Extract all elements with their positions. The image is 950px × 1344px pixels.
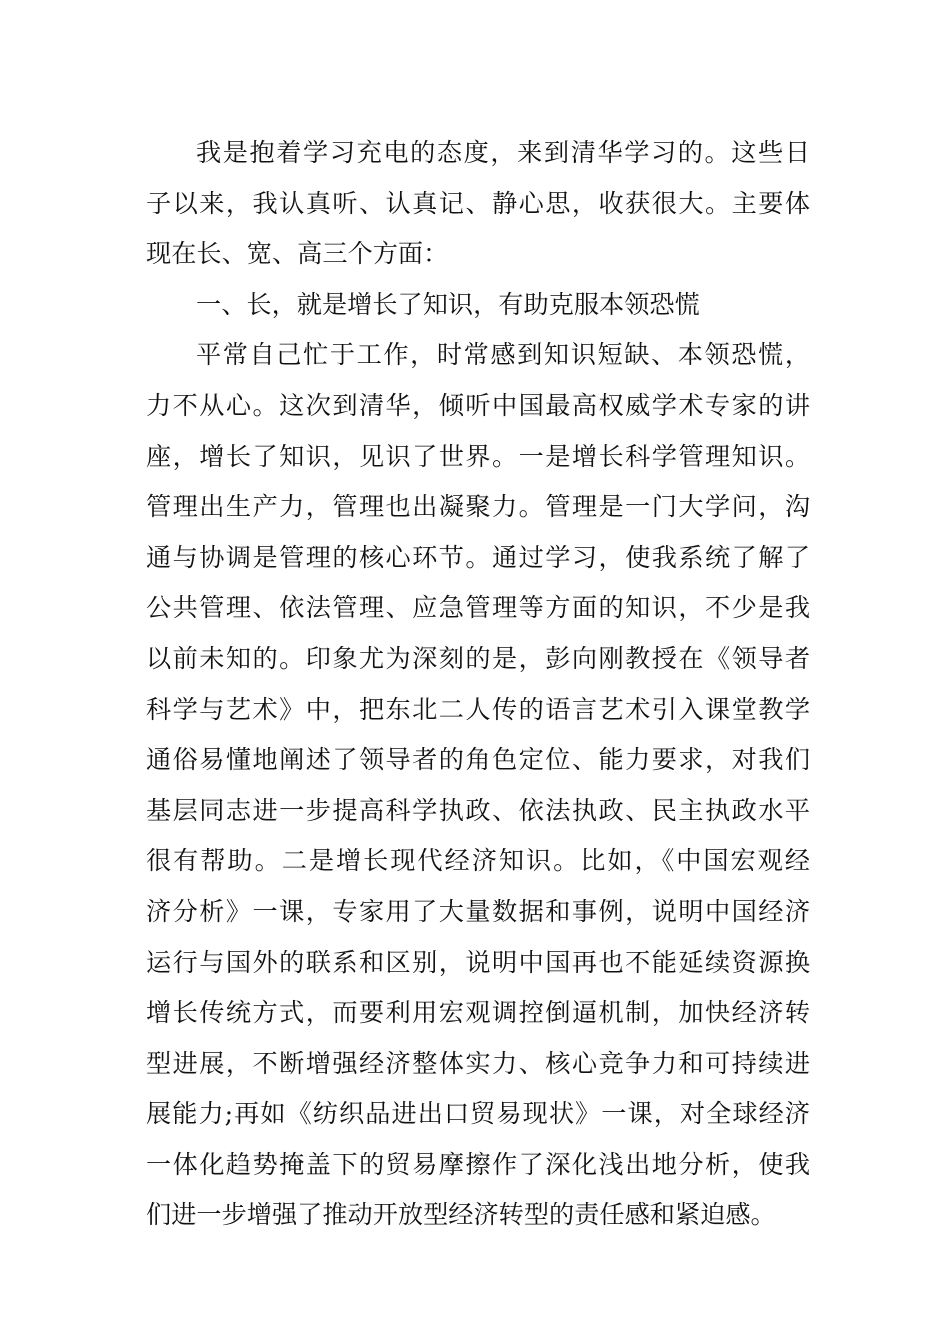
paragraph-2-line-14: 增长传统方式，而要利用宏观调控倒逼机制，加快经济转 (146, 998, 810, 1028)
section-heading-1: 一、长，就是增长了知识，有助克服本领恐慌 (196, 289, 700, 319)
paragraph-2-line-5: 通与协调是管理的核心环节。通过学习，使我系统了解了 (146, 542, 810, 572)
paragraph-2-line-6: 公共管理、依法管理、应急管理等方面的知识，不少是我 (146, 593, 810, 623)
paragraph-1-line-3: 现在长、宽、高三个方面： (146, 239, 449, 269)
paragraph-2-line-4: 管理出生产力，管理也出凝聚力。管理是一门大学问，沟 (146, 492, 810, 522)
paragraph-2-line-16: 展能力;再如《纺织品进出口贸易现状》一课，对全球经济 (146, 1099, 810, 1129)
paragraph-2-line-2: 力不从心。这次到清华，倾听中国最高权威学术专家的讲 (146, 390, 810, 420)
paragraph-2-line-15: 型进展，不断增强经济整体实力、核心竞争力和可持续进 (146, 1048, 810, 1078)
paragraph-2-line-7: 以前未知的。印象尤为深刻的是，彭向刚教授在《领导者 (146, 643, 810, 673)
paragraph-2-line-9: 通俗易懂地阐述了领导者的角色定位、能力要求，对我们 (146, 745, 810, 775)
paragraph-1-line-1: 我是抱着学习充电的态度，来到清华学习的。这些日 (196, 138, 810, 167)
paragraph-2-line-18: 们进一步增强了推动开放型经济转型的责任感和紧迫感。 (146, 1200, 776, 1230)
paragraph-2-line-12: 济分析》一课，专家用了大量数据和事例，说明中国经济 (146, 896, 810, 926)
paragraph-2-line-13: 运行与国外的联系和区别，说明中国再也不能延续资源换 (146, 947, 810, 977)
paragraph-2-line-3: 座，增长了知识，见识了世界。一是增长科学管理知识。 (146, 441, 810, 471)
body-text (146, 128, 810, 1241)
paragraph-1-line-2: 子以来，我认真听、认真记、静心思，收获很大。主要体 (146, 188, 810, 218)
paragraph-2-line-17: 一体化趋势掩盖下的贸易摩擦作了深化浅出地分析，使我 (146, 1149, 810, 1179)
paragraph-2-line-10: 基层同志进一步提高科学执政、依法执政、民主执政水平 (146, 795, 810, 825)
paragraph-2-line-8: 科学与艺术》中，把东北二人传的语言艺术引入课堂教学 (146, 694, 810, 724)
paragraph-2-line-1: 平常自己忙于工作，时常感到知识短缺、本领恐慌， (196, 340, 810, 370)
paragraph-2-line-11: 很有帮助。二是增长现代经济知识。比如，《中国宏观经 (146, 846, 810, 876)
